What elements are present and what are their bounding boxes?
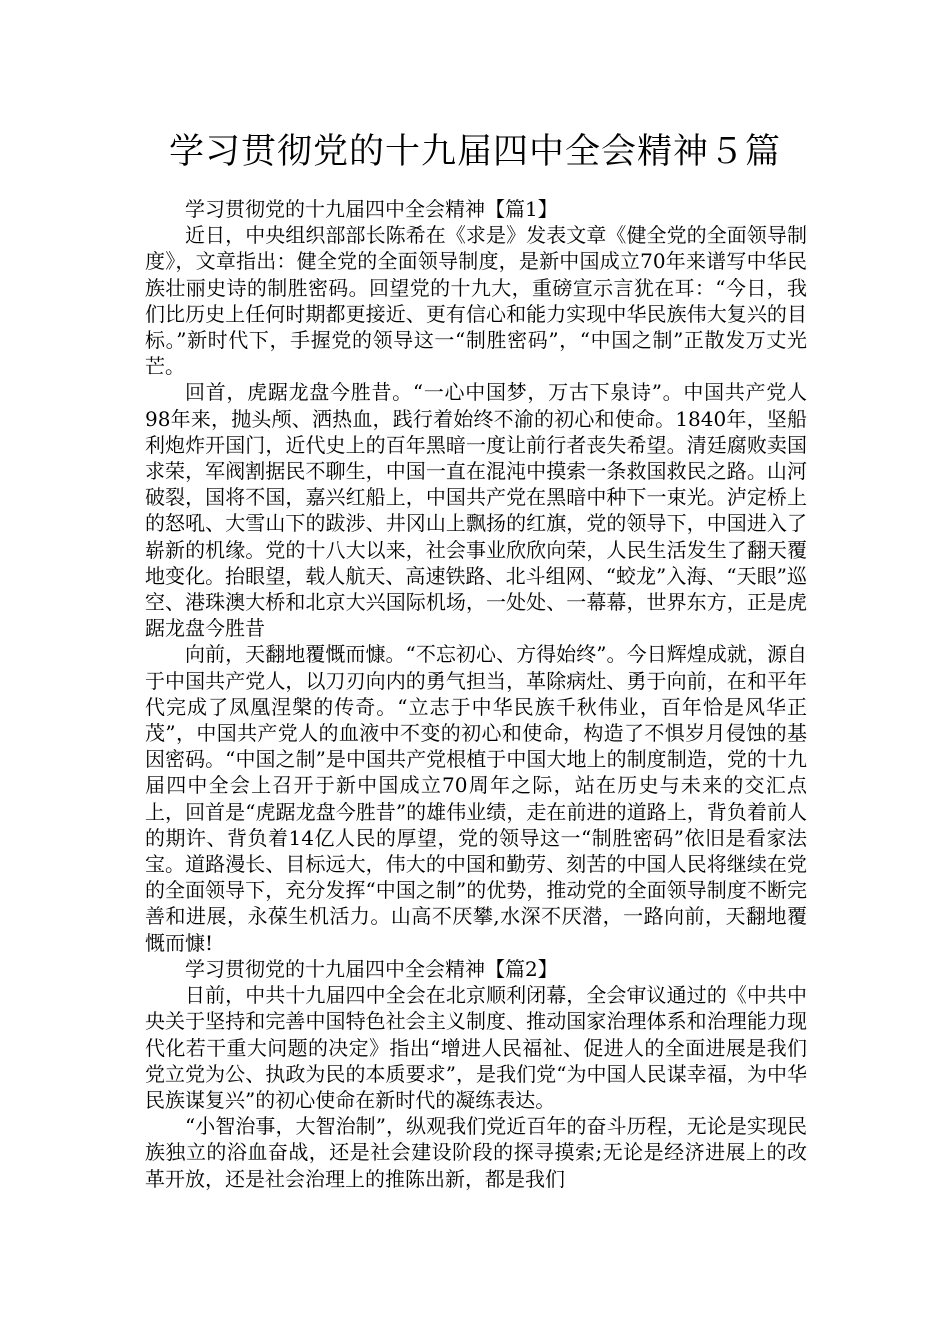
paragraph: 向前，天翻地覆慨而慷。“不忘初心、方得始终”。今日辉煌成就，源自于中国共产党人，以刀刃向内的勇气担当，革除病灶、勇于向前，在和平年代完成了凤凰涅槃的传奇。“立志于中华民族千秋伟业，百年恰是风华正茂”，中国共产党人的血液中不变的初心和使命，构造了不惧岁月侵蚀的基因密码。“中国之制”是中国共产党根植于中国大地上的制度制造，党的十九届四中全会上召开于新中国成立70周年之际，站在历史与未来的交汇点上，回首是“虎踞龙盘今胜昔”的雄伟业绩，走在前进的道路上，背负着前人的期许、背负着14亿人民的厚望，党的领导这一“制胜密码”依旧是看家法宝。道路漫长、目标远大，伟大的中国和勤劳、刻苦的中国人民将继续在党的全面领导下，充分发挥“中国之制”的优势，推动党的全面领导制度不断完善和进展，永葆生机活力。山高不厌攀,水深不厌潜，一路向前，天翻地覆慨而慷! [145,642,807,955]
document-body [145,196,807,1192]
paragraph: 近日，中央组织部部长陈希在《求是》发表文章《健全党的全面领导制度》，文章指出：健全党的全面领导制度，是新中国成立70年来谱写中华民族壮丽史诗的制胜密码。回望党的十九大，重磅宣示言犹在耳：“今日，我们比历史上任何时期都更接近、更有信心和能力实现中华民族伟大复兴的目标。”新时代下，手握党的领导这一“制胜密码”，“中国之制”正散发万丈光芒。 [145,223,807,379]
section-heading-1: 学习贯彻党的十九届四中全会精神【篇1】 [185,197,558,221]
paragraph: “小智治事，大智治制”，纵观我们党近百年的奋斗历程，无论是实现民族独立的浴血奋战，还是社会建设阶段的探寻摸索;无论是经济进展上的改革开放，还是社会治理上的推陈出新，都是我们 [145,1114,807,1191]
paragraph: 日前，中共十九届四中全会在北京顺利闭幕，全会审议通过的《中共中央关于坚持和完善中国特色社会主义制度、推动国家治理体系和治理能力现代化若干重大问题的决定》指出“增进人民福祉、促进人的全面进展是我们党立党为公、执政为民的本质要求”，是我们党“为中国人民谋幸福，为中华民族谋复兴”的初心使命在新时代的凝练表达。 [145,983,807,1112]
section-heading-2: 学习贯彻党的十九届四中全会精神【篇2】 [185,956,558,981]
document-title: 学习贯彻党的十九届四中全会精神５篇 [168,132,781,172]
paragraph: 回首，虎踞龙盘今胜昔。“一心中国梦，万古下泉诗”。中国共产党人98年来，抛头颅、洒热血，践行着始终不渝的初心和使命。1840年，坚船利炮炸开国门，近代史上的百年黑暗一度让前行者丧失希望。清廷腐败卖国求荣，军阀割据民不聊生，中国一直在混沌中摸索一条救国救民之路。山河破裂，国将不国，嘉兴红船上，中国共产党在黑暗中种下一束光。泸定桥上的怒吼、大雪山下的跋涉、井冈山上飘扬的红旗，党的领导下，中国进入了崭新的机缘。党的十八大以来，社会事业欣欣向荣，人民生活发生了翻天覆地变化。抬眼望，载人航天、高速铁路、北斗组网、“蛟龙”入海、“天眼”巡空、港珠澳大桥和北京大兴国际机场，一处处、一幕幕，世界东方，正是虎踞龙盘今胜昔 [145,380,807,641]
